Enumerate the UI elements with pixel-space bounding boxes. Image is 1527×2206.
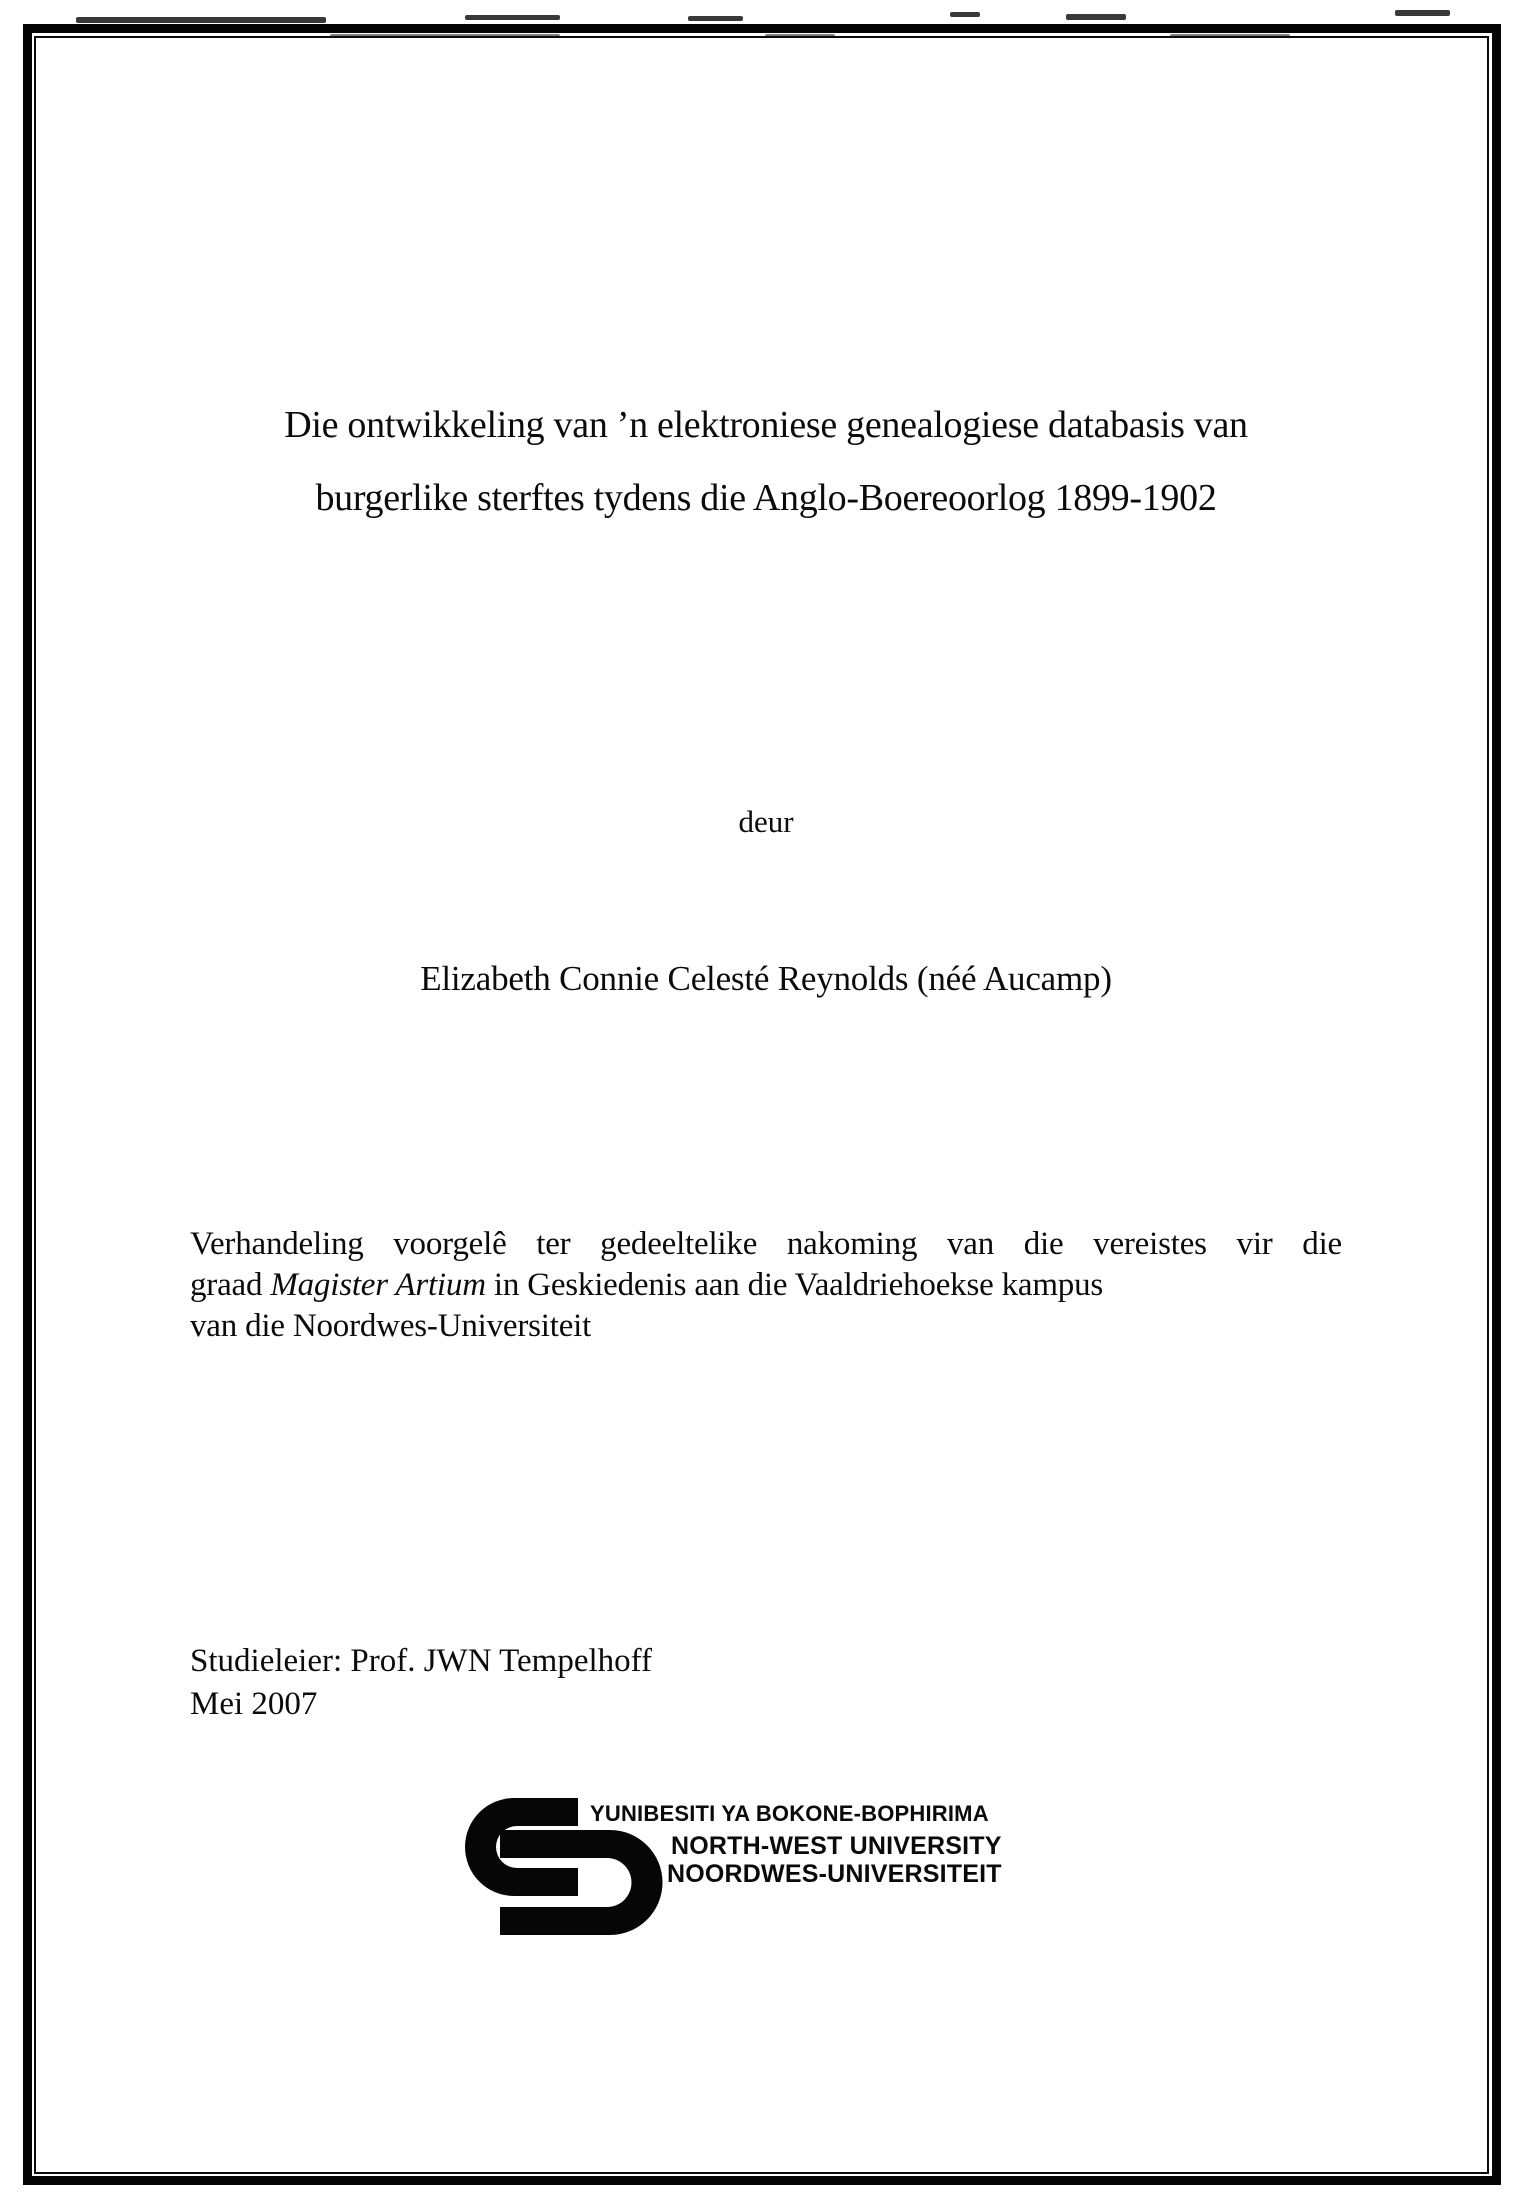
supervisor-line: Studieleier: Prof. JWN Tempelhoff <box>190 1643 653 1679</box>
statement-line-2-prefix: graad <box>190 1267 271 1303</box>
statement-line-2 <box>190 1265 1342 1306</box>
thesis-title-line-1: Die ontwikkeling van ’n elektroniese genealogiese databasis van <box>284 404 1248 446</box>
thesis-title <box>190 389 1342 535</box>
scan-artifact <box>1066 14 1126 20</box>
scan-artifact <box>465 15 560 20</box>
logo-text-setswana: YUNIBESITI YA BOKONE-BOPHIRIMA <box>590 1801 989 1826</box>
statement-degree-name: Magister Artium <box>270 1267 486 1303</box>
university-logo <box>465 1798 1085 1943</box>
byline-deur: deur <box>738 804 794 839</box>
statement-line-1: Verhandeling voorgelê ter gedeeltelike nakoming van die vereistes vir die <box>190 1226 1342 1262</box>
scan-artifact <box>688 16 743 21</box>
logo-text-english: NORTH-WEST UNIVERSITY <box>671 1832 1002 1860</box>
logo-text-afrikaans: NOORDWES-UNIVERSITEIT <box>667 1860 1002 1888</box>
date-line: Mei 2007 <box>190 1686 318 1722</box>
thesis-title-line-2: burgerlike sterftes tydens die Anglo-Boereoorlog 1899-1902 <box>315 477 1217 519</box>
scan-artifact <box>1395 10 1450 16</box>
statement-line-3: van die Noordwes-Universiteit <box>190 1308 592 1344</box>
author-name: Elizabeth Connie Celesté Reynolds (néé Aucamp) <box>420 959 1112 998</box>
scan-artifact <box>76 17 326 23</box>
statement-line-2-suffix: in Geskiedenis aan die Vaaldriehoekse kampus <box>485 1267 1104 1303</box>
scan-artifact <box>950 12 980 17</box>
degree-statement <box>190 1224 1342 1347</box>
